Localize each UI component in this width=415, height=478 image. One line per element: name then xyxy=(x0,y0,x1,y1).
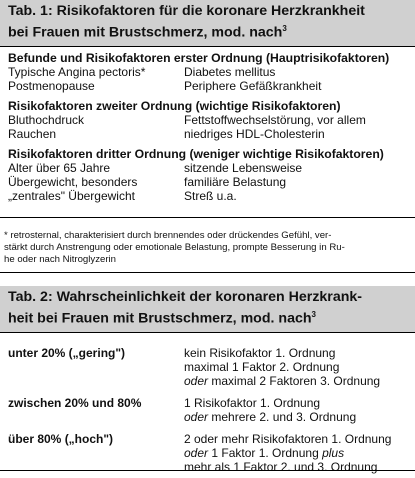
table-1 xyxy=(0,0,415,203)
table-1-title xyxy=(0,0,415,47)
risk-factor-right: Fettstoffwechselstörung, vor allem xyxy=(184,112,366,127)
table-2 xyxy=(0,286,415,474)
footnote-line: he oder nach Nitroglyzerin xyxy=(4,254,116,266)
risk-factor-right: Streß u.a. xyxy=(184,188,237,203)
criteria-line: kein Risikofaktor 1. Ordnung xyxy=(184,345,336,360)
probability-label: unter 20% („gering") xyxy=(8,345,126,360)
table-1-title-line-1: Tab. 1: Risikofaktoren für die koronare Herzkrankheit xyxy=(8,3,365,19)
probability-label: zwischen 20% und 80% xyxy=(8,395,142,410)
criteria-line xyxy=(184,446,415,460)
risk-factor-left: Übergewicht, besonders xyxy=(8,174,138,189)
table-row xyxy=(0,175,415,189)
table-1-title-line-2: bei Frauen mit Brustschmerz, mod. nach xyxy=(8,24,283,41)
risk-factor-left: „zentrales" Übergewicht xyxy=(8,188,135,203)
criteria-line xyxy=(184,410,415,424)
table-row xyxy=(0,65,415,79)
probability-row xyxy=(0,346,415,388)
emphasis-text: oder xyxy=(184,373,209,388)
criteria-line: mehr als 1 Faktor 2. und 3. Ordnung xyxy=(184,459,378,474)
table-row xyxy=(0,161,415,175)
criteria-line xyxy=(184,374,415,388)
criteria xyxy=(184,396,415,424)
criteria xyxy=(184,432,415,474)
table-row xyxy=(0,127,415,141)
table-row xyxy=(0,189,415,203)
table-2-title-line-2: heit bei Frauen mit Brustschmerz, mod. nach xyxy=(8,310,312,327)
footnote-line: * retrosternal, charakterisiert durch brennendes oder drückendes Gefühl, ver- xyxy=(4,230,332,241)
risk-factor-left: Bluthochdruck xyxy=(8,112,85,127)
probability-row xyxy=(0,432,415,474)
risk-factor-right: Periphere Gefäßkrankheit xyxy=(184,78,322,93)
risk-factor-left: Postmenopause xyxy=(8,78,95,93)
risk-factor-left: Rauchen xyxy=(8,126,57,141)
probability-row xyxy=(0,396,415,424)
emphasis-text: oder xyxy=(184,409,209,424)
table-row xyxy=(0,113,415,127)
reference-superscript: 3 xyxy=(282,24,287,33)
table-2-title-line-1: Tab. 2: Wahrscheinlichkeit der koronaren Herzkrank- xyxy=(8,289,363,305)
footnote-line: stärkt durch Anstrengung oder emotionale Belastung, prompte Besserung in Ru- xyxy=(4,242,345,254)
divider xyxy=(0,272,415,273)
divider xyxy=(0,470,415,471)
risk-factor-right: niedriges HDL-Cholesterin xyxy=(184,126,325,141)
criteria-text: 1 Faktor 1. Ordnung xyxy=(208,445,323,460)
section-title-first-order: Befunde und Risikofaktoren erster Ordnung (Hauptrisikofaktoren) xyxy=(8,50,390,65)
divider xyxy=(0,217,415,218)
footnote xyxy=(4,230,406,267)
criteria-line: 1 Risikofaktor 1. Ordnung xyxy=(184,395,321,410)
risk-factor-right: sitzende Lebensweise xyxy=(184,160,303,175)
criteria xyxy=(184,346,415,388)
table-2-title xyxy=(0,286,415,333)
criteria-line: 2 oder mehr Risikofaktoren 1. Ordnung xyxy=(184,431,392,446)
risk-factor-right: familiäre Belastung xyxy=(184,174,287,189)
probability-label: über 80% („hoch") xyxy=(8,431,114,446)
section-title-third-order: Risikofaktoren dritter Ordnung (weniger wichtige Risikofaktoren) xyxy=(8,146,384,161)
risk-factor-right: Diabetes mellitus xyxy=(184,64,276,79)
reference-superscript: 3 xyxy=(311,310,316,319)
criteria-text: maximal 2 Faktoren 3. Ordnung xyxy=(208,373,381,388)
section-title-second-order: Risikofaktoren zweiter Ordnung (wichtige Risikofaktoren) xyxy=(8,98,341,113)
emphasis-text: plus xyxy=(322,445,345,460)
emphasis-text: oder xyxy=(184,445,209,460)
risk-factor-left: Typische Angina pectoris* xyxy=(8,64,146,79)
table-row xyxy=(0,79,415,93)
risk-factor-left: Alter über 65 Jahre xyxy=(8,160,111,175)
criteria-line: maximal 1 Faktor 2. Ordnung xyxy=(184,359,340,374)
criteria-text: mehrere 2. und 3. Ordnung xyxy=(208,409,357,424)
